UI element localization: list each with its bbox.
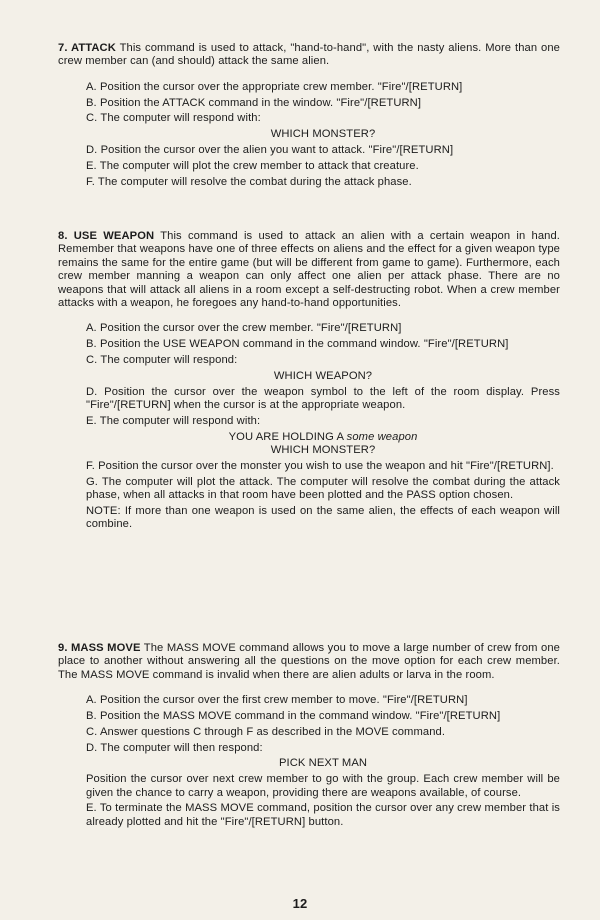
use-weapon-step-b: B. Position the USE WEAPON command in the command window. "Fire"/[RETURN] [86,338,509,351]
use-weapon-response-1: WHICH WEAPON? [273,369,373,382]
attack-response: WHICH MONSTER? [270,128,376,141]
mass-move-step-a: A. Position the cursor over the first crew member to move. "Fire"/[RETURN] [86,694,468,707]
use-weapon-step-c: C. The computer will respond: [86,354,238,367]
attack-step-f: F. The computer will resolve the combat during the attack phase. [86,175,412,188]
attack-intro [58,42,560,69]
mass-move-step-e: E. To terminate the MASS MOVE command, position the cursor over any crew member that is already plotted and hit the "Fire"/[RETURN] button. [86,802,560,828]
attack-step-e: E. The computer will plot the crew member to attack that creature. [86,159,419,172]
mass-move-instruction: Position the cursor over next crew member to go with the group. Each crew member will be given the chance to carry a weapon, providing there are weapons available, of course. [86,773,560,799]
mass-move-step-d: D. The computer will then respond: [86,741,263,754]
attack-step-a: A. Position the cursor over the appropriate crew member. "Fire"/[RETURN] [86,80,463,93]
attack-step-b: B. Position the ATTACK command in the window. "Fire"/[RETURN] [86,96,422,109]
use-weapon-heading: 8. USE WEAPON [58,230,155,242]
holding-text: YOU ARE HOLDING A [228,430,344,443]
use-weapon-step-f: F. Position the cursor over the monster you wish to use the weapon and hit "Fire"/[RETURN]. [86,459,554,472]
use-weapon-step-g: G. The computer will plot the attack. The computer will resolve the combat during the attack phase, when all attacks in that room have been plotted and the PASS option chosen. [86,475,560,502]
mass-move-intro [58,642,560,682]
attack-steps [58,81,560,189]
mass-move-intro-text: The MASS MOVE command allows you to move a large number of crew from one place to another without answering all the questions on the move option for each crew member. The MASS MOVE command is invalid when there are alien adults or larva in the room. [58,642,560,681]
attack-intro-text: This command is used to attack, "hand-to-hand", with the nasty aliens. More than one crew member can (and should) attack the same alien. [58,42,560,68]
attack-step-d: D. Position the cursor over the alien you want to attack. "Fire"/[RETURN] [86,144,454,156]
mass-move-heading: 9. MASS MOVE [58,642,141,654]
use-weapon-intro [58,230,560,310]
section-mass-move [58,642,560,832]
mass-move-steps [58,694,560,829]
use-weapon-step-e: E. The computer will respond with: [86,414,261,427]
use-weapon-response-3: WHICH MONSTER? [270,444,376,457]
use-weapon-steps [58,322,560,531]
holding-weapon: some weapon [346,430,418,443]
use-weapon-step-a: A. Position the cursor over the crew member. "Fire"/[RETURN] [86,322,402,335]
attack-step-c: C. The computer will respond with: [86,112,261,125]
use-weapon-intro-text: This command is used to attack an alien with a certain weapon in hand. Remember that weapons have one of three effects on aliens and the effect for a given weapon type remains the same for the entire game (but will be different from game to game). Furthermore, each crew member manning a weapon can only affect one alien per attack phase. There are no weapons that will attack all aliens in a room except a self-destructing robot. When a crew member attacks with a weapon, he foregoes any hand-to-hand opportunities. [58,230,560,310]
section-attack [58,42,560,191]
mass-move-step-c: C. Answer questions C through F as described in the MOVE command. [86,725,446,738]
use-weapon-step-d: D. Position the cursor over the weapon symbol to the left of the room display. Press "Fire"/[RETURN] when the cursor is at the appropriate weapon. [86,385,560,412]
attack-heading: 7. ATTACK [58,42,116,54]
mass-move-response: PICK NEXT MAN [278,757,368,770]
use-weapon-note: NOTE: If more than one weapon is used on the same alien, the effects of each weapon will combine. [86,504,560,531]
mass-move-step-b: B. Position the MASS MOVE command in the command window. "Fire"/[RETURN] [86,710,501,723]
section-use-weapon [58,230,560,534]
use-weapon-response-2 [86,431,560,444]
page-number: 12 [292,896,308,911]
